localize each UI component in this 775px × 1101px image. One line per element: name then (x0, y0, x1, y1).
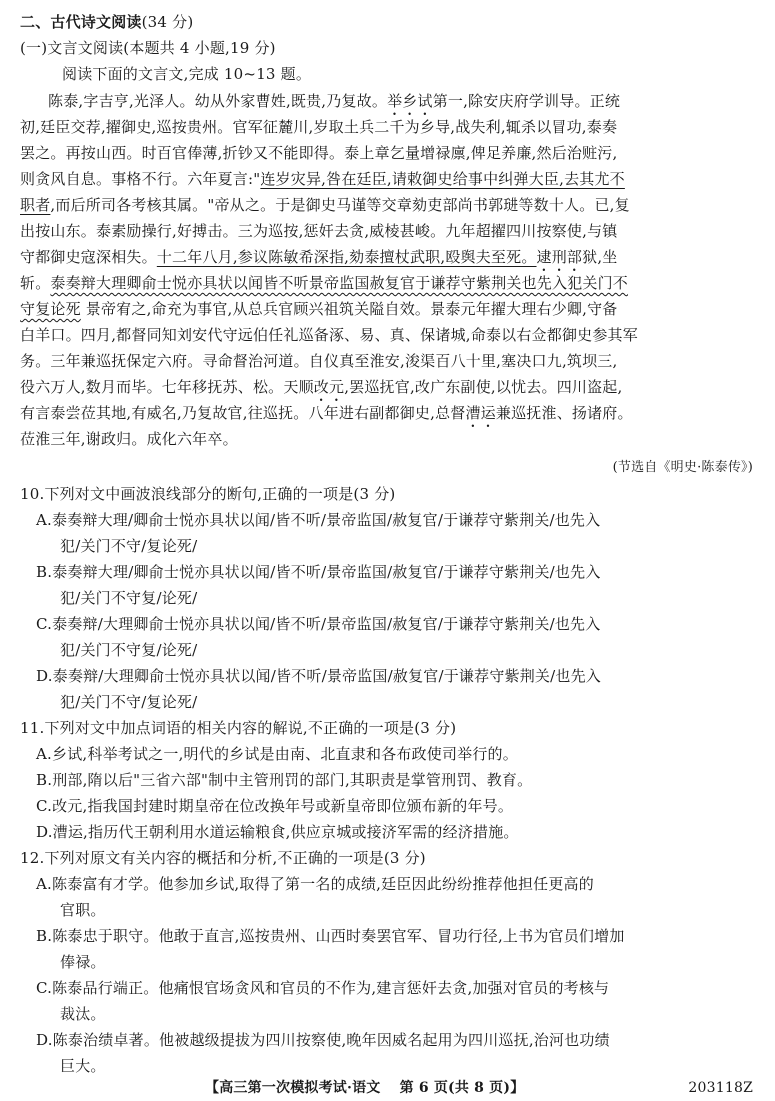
q10-stem: 10.下列对文中画波浪线部分的断句,正确的一项是(3 分) (20, 485, 396, 503)
q10-option-c: C.泰奏辩/大理卿俞士悦亦具状以闻/皆不听/景帝监国/赦复官/于谦荐守紫荆关/也先入 (36, 615, 601, 633)
q10-option-b-cont: 犯/关门不守复/论死/ (60, 589, 198, 607)
q10-option-b: B.泰奏辩大理/卿俞士悦亦具状以闻/皆不听/景帝监国/赦复官/于谦荐守紫荆关/也先入 (36, 563, 601, 581)
q11-option-b: B.刑部,隋以后"三省六部"制中主管刑罚的部门,其职责是掌管刑罚、教育。 (36, 771, 533, 789)
footer-code: 203118Z (688, 1080, 753, 1096)
q12-option-d-cont: 巨大。 (60, 1057, 106, 1075)
section-title: 二、古代诗文阅读 (20, 13, 142, 31)
subsection-title: (一)文言文阅读(本题共 4 小题,19 分) (20, 39, 276, 57)
passage-line-7: 守都御史寇深相失。十二年八月,参议陈敏希深指,劾泰擅杖武职,殴舆夫至死。逮刑部狱,坐 (20, 248, 618, 266)
q11-option-d: D.漕运,指历代王朝利用水道运输粮食,供应京城或接济军需的经济措施。 (36, 823, 519, 841)
dotted-term-caoyun: 漕运 (465, 404, 496, 422)
instruction: 阅读下面的文言文,完成 10~13 题。 (62, 65, 312, 83)
q10-option-d-cont: 犯/关门不守/复论死/ (60, 693, 198, 711)
passage-line-11: 务。三年兼巡抚保定六府。寻命督治河道。自仪真至淮安,浚渠百八十里,塞决口九,筑坝三, (20, 352, 618, 370)
q11-option-a: A.乡试,科举考试之一,明代的乡试是由南、北直隶和各布政使司举行的。 (36, 745, 518, 763)
passage-line-8: 斩。泰奏辩大理卿俞士悦亦具状以闻皆不听景帝监国赦复官于谦荐守紫荆关也先入犯关门不 (20, 274, 629, 292)
underlined-sentence-1-end: 职者 (20, 196, 51, 214)
wavy-underlined-passage: 泰奏辩大理卿俞士悦亦具状以闻皆不听景帝监国赦复官于谦荐守紫荆关也先入犯关门不 (50, 274, 629, 292)
passage-line-10: 白羊口。四月,都督同知刘安代守远伯任礼巡备涿、易、真、保诸城,命泰以右佥都御史参其军 (20, 326, 638, 344)
q11-stem: 11.下列对文中加点词语的相关内容的解说,不正确的一项是(3 分) (20, 719, 457, 737)
q11-option-c: C.改元,指我国封建时期皇帝在位改换年号或新皇帝即位颁布新的年号。 (36, 797, 514, 815)
q12-option-b-cont: 俸禄。 (60, 953, 106, 971)
passage-line-12: 役六万人,数月而毕。七年移抚苏、松。天顺改元,罢巡抚官,改广东副使,以忧去。四川盗起, (20, 378, 623, 396)
passage-line-3: 罢之。再按山西。时百官俸薄,折钞又不能即得。泰上章乞量增禄廪,俾足养廉,然后治赃污, (20, 144, 618, 162)
q10-option-a-cont: 犯/关门不守/复论死/ (60, 537, 198, 555)
underlined-sentence-1: 连岁灾异,咎在廷臣,请敕御史给事中纠弹大臣,去其尤不 (260, 170, 625, 188)
passage-line-2: 初,廷臣交荐,擢御史,巡按贵州。官军征麓川,岁取土兵二千为乡导,战失利,辄杀以冒功,泰奏 (20, 118, 618, 136)
passage-line-5: 职者,而后所司各考核其属。"帝从之。于是御史马谨等交章劾吏部尚书郭琎等数十人。已,复 (20, 196, 630, 214)
passage-line-14: 莅淮三年,谢政归。成化六年卒。 (20, 430, 238, 448)
passage-source: (节选自《明史·陈泰传》) (612, 460, 753, 475)
footer-page-number: 第 6 页(共 8 页)】 (399, 1080, 525, 1096)
section-points: (34 分) (141, 13, 194, 31)
q10-option-d: D.泰奏辩/大理卿俞士悦亦具状以闻/皆不听/景帝监国/赦复官/于谦荐守紫荆关/也先入 (36, 667, 601, 685)
q10-option-c-cont: 犯/关门不守复/论死/ (60, 641, 198, 659)
passage-line-1: 陈泰,字吉亨,光泽人。幼从外家曹姓,既贵,乃复故。举乡试第一,除安庆府学训导。正统 (48, 92, 621, 110)
underlined-sentence-2: 十二年八月,参议陈敏希深指,劾泰擅杖武职,殴舆夫至死。 (156, 248, 537, 266)
wavy-underlined-passage-end: 守复论死 (20, 300, 81, 318)
q12-stem: 12.下列对原文有关内容的概括和分析,不正确的一项是(3 分) (20, 849, 426, 867)
q12-option-d: D.陈泰治绩卓著。他被越级提拔为四川按察使,晚年因威名起用为四川巡抚,治河也功绩 (36, 1031, 610, 1049)
dotted-term-xiangshi: 举乡试 (387, 92, 433, 110)
passage-line-6: 出按山东。泰素励操行,好搏击。三为巡按,惩奸去贪,威棱甚峻。九年超擢四川按察使,与镇 (20, 222, 618, 240)
q12-option-a: A.陈泰富有才学。他参加乡试,取得了第一名的成绩,廷臣因此纷纷推荐他担任更高的 (36, 875, 594, 893)
q12-option-a-cont: 官职。 (60, 901, 106, 919)
dotted-term-gaiyuan: 改元 (313, 378, 345, 396)
dotted-term-xingbu: 逮刑部 (536, 248, 583, 266)
passage-line-4: 则贪风自息。事格不行。六年夏言:"连岁灾异,咎在廷臣,请敕御史给事中纠弹大臣,去其尤不 (20, 170, 625, 188)
q12-option-c: C.陈泰品行端正。他痛恨官场贪风和官员的不作为,建言惩奸去贪,加强对官员的考核与 (36, 979, 610, 997)
section-heading (20, 12, 193, 32)
passage-line-13: 有言泰尝莅其地,有威名,乃复故官,往巡抚。八年进右副都御史,总督漕运兼巡抚淮、扬诸府。 (20, 404, 633, 422)
q10-option-a: A.泰奏辩大理/卿俞士悦亦具状以闻/皆不听/景帝监国/赦复官/于谦荐守紫荆关/也先入 (36, 511, 601, 529)
footer-exam-title: 【高三第一次模拟考试·语文 第 6 页(共 8 页)】 (205, 1080, 525, 1096)
q12-option-b: B.陈泰忠于职守。他敢于直言,巡按贵州、山西时奏罢官军、冒功行径,上书为官员们增加 (36, 927, 625, 945)
q12-option-c-cont: 裁汰。 (60, 1005, 106, 1023)
passage-line-9: 守复论死 景帝宥之,命充为事官,从总兵官顾兴祖筑关隘自效。景泰元年擢大理右少卿,守备 (20, 300, 618, 318)
